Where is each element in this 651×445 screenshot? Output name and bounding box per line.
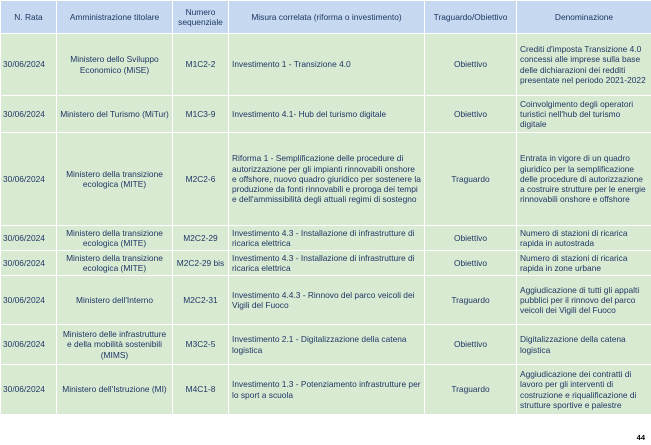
table-body [1,34,651,415]
table-row [1,251,651,276]
cell-rata: 30/06/2024 [1,226,57,251]
cell-denominazione: Aggiudicazione di tutti gli appalti pubblici per il rinnovo del parco veicoli dei Vigili del Fuoco [517,276,651,325]
cell-numero: M2C2-29 [173,226,229,251]
cell-denominazione: Numero di stazioni di ricarica rapida in autostrada [517,226,651,251]
header-misura: Misura correlata (riforma o investimento) [229,1,425,34]
table-row [1,325,651,365]
cell-amministrazione: Ministero della transizione ecologica (MITE) [57,133,173,226]
cell-tipo: Obiettivo [425,34,517,96]
cell-amministrazione: Ministero della transizione ecologica (MITE) [57,251,173,276]
cell-rata: 30/06/2024 [1,251,57,276]
cell-numero: M2C2-6 [173,133,229,226]
header-traguardo-obiettivo: Traguardo/Obiettivo [425,1,517,34]
header-denominazione: Denominazione [517,1,651,34]
table-row [1,96,651,133]
page-number: 44 [636,433,645,442]
table-row [1,226,651,251]
cell-misura: Investimento 4.3 - Installazione di infrastrutture di ricarica elettrica [229,226,425,251]
cell-tipo: Obiettivo [425,325,517,365]
cell-numero: M4C1-8 [173,365,229,415]
cell-misura: Riforma 1 - Semplificazione delle procedure di autorizzazione per gli impianti rinnovabili onshore e offshore, nuovo quadro giuridico per sostenere la produzione da fonti rinnovabili e proroga dei tempi e dell'ammissibilità degli attuali regimi di sostegno [229,133,425,226]
cell-tipo: Obiettivo [425,226,517,251]
cell-amministrazione: Ministero dell'Interno [57,276,173,325]
cell-numero: M3C2-5 [173,325,229,365]
cell-denominazione: Numero di stazioni di ricarica rapida in zone urbane [517,251,651,276]
cell-numero: M2C2-29 bis [173,251,229,276]
cell-misura: Investimento 1.3 - Potenziamento infrastrutture per lo sport a scuola [229,365,425,415]
cell-misura: Investimento 4.3 - Installazione di infrastrutture di ricarica elettrica [229,251,425,276]
cell-amministrazione: Ministero della transizione ecologica (MITE) [57,226,173,251]
cell-numero: M2C2-31 [173,276,229,325]
cell-rata: 30/06/2024 [1,34,57,96]
header-amministrazione: Amministrazione titolare [57,1,173,34]
cell-amministrazione: Ministero dell'Istruzione (MI) [57,365,173,415]
cell-tipo: Obiettivo [425,251,517,276]
cell-denominazione: Coinvolgimento degli operatori turistici nell'hub del turismo digitale [517,96,651,133]
header-n-rata: N. Rata [1,1,57,34]
cell-rata: 30/06/2024 [1,276,57,325]
table-row [1,34,651,96]
cell-denominazione: Aggiudicazione dei contratti di lavoro per gli interventi di costruzione e riqualificazione di strutture sportive e palestre [517,365,651,415]
cell-misura: Investimento 4.4.3 - Rinnovo del parco veicoli dei Vigili del Fuoco [229,276,425,325]
cell-tipo: Traguardo [425,276,517,325]
cell-tipo: Traguardo [425,365,517,415]
cell-amministrazione: Ministero dello Sviluppo Economico (MiSE) [57,34,173,96]
cell-denominazione: Crediti d'imposta Transizione 4.0 concessi alle imprese sulla base delle dichiarazioni dei redditi presentate nel periodo 2021-2022 [517,34,651,96]
cell-misura: Investimento 4.1- Hub del turismo digitale [229,96,425,133]
table-row [1,133,651,226]
cell-rata: 30/06/2024 [1,365,57,415]
cell-rata: 30/06/2024 [1,325,57,365]
cell-tipo: Traguardo [425,133,517,226]
table-row [1,365,651,415]
header-row [1,1,651,34]
table-header [1,1,651,34]
cell-tipo: Obiettivo [425,96,517,133]
cell-amministrazione: Ministero delle infrastrutture e della mobilità sostenibili (MIMS) [57,325,173,365]
cell-numero: M1C2-2 [173,34,229,96]
cell-rata: 30/06/2024 [1,133,57,226]
cell-denominazione: Entrata in vigore di un quadro giuridico per la semplificazione delle procedure di autorizzazione a costruire strutture per le energie rinnovabili onshore e offshore [517,133,651,226]
table-row [1,276,651,325]
header-numero-sequenziale: Numero sequenziale [173,1,229,34]
cell-misura: Investimento 1 - Transizione 4.0 [229,34,425,96]
cell-denominazione: Digitalizzazione della catena logistica [517,325,651,365]
cell-amministrazione: Ministero del Turismo (MiTur) [57,96,173,133]
cell-numero: M1C3-9 [173,96,229,133]
cell-rata: 30/06/2024 [1,96,57,133]
cell-misura: Investimento 2.1 - Digitalizzazione della catena logistica [229,325,425,365]
